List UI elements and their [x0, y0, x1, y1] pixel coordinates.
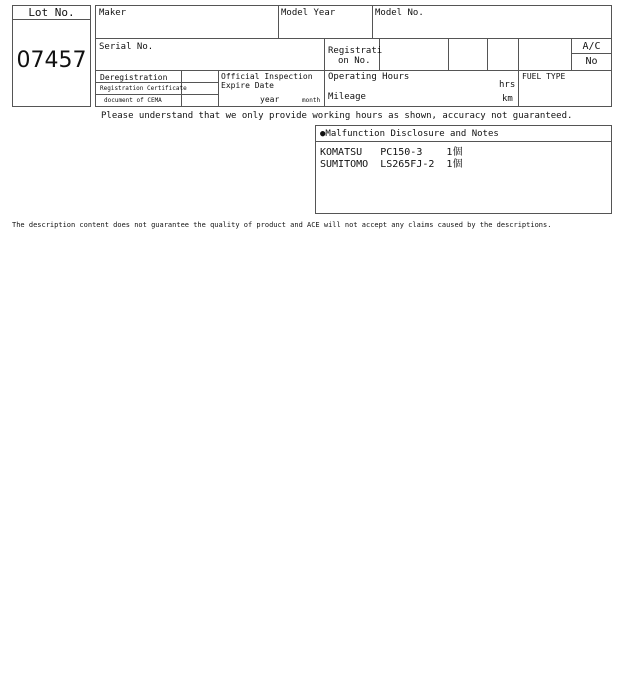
malfunction-line-1: KOMATSU PC150-3 1個 [320, 147, 463, 158]
deregistration-label: Deregistration [100, 73, 168, 82]
row-line-1 [95, 38, 612, 39]
disclaimer-text: The description content does not guarantee the quality of product and ACE will not accept any claims caused by the descriptions. [12, 221, 552, 229]
ac-label: A/C [582, 41, 601, 52]
malfunction-divider [315, 141, 612, 142]
maker-label: Maker [99, 8, 127, 18]
col-line-dereg-b [218, 70, 219, 107]
lot-divider [12, 19, 91, 20]
col-line-fuel [518, 38, 519, 107]
malfunction-line-2: SUMITOMO LS265FJ-2 1個 [320, 159, 463, 170]
model-year-label: Model Year [281, 8, 336, 18]
hrs-unit: hrs [499, 80, 516, 90]
col-line-reg-c [487, 38, 488, 70]
lot-label: Lot No. [28, 6, 75, 19]
document-of-cema-label: document of CEMA [104, 97, 162, 104]
col-line-model-no [372, 5, 373, 38]
fuel-type-label: FUEL TYPE [522, 72, 566, 81]
serial-no-label: Serial No. [99, 42, 154, 52]
dereg-row-line-2 [95, 94, 218, 95]
official-inspection-label-2: Expire Date [221, 81, 274, 90]
registration-no-label-2: on No. [338, 56, 371, 66]
registration-no-label-1: Registrati [328, 46, 383, 56]
ac-divider [571, 53, 612, 54]
row-line-2 [95, 70, 612, 71]
mileage-label: Mileage [328, 92, 366, 102]
operating-hours-label: Operating Hours [328, 72, 410, 82]
col-line-reg-b [448, 38, 449, 70]
lot-number: 07457 [16, 48, 87, 73]
official-inspection-label-1: Official Inspection [221, 72, 313, 81]
malfunction-title: ●Malfunction Disclosure and Notes [320, 129, 499, 139]
km-unit: km [502, 94, 513, 104]
working-hours-note: Please understand that we only provide working hours as shown, accuracy not guaranteed. [101, 111, 573, 121]
ac-value: No [585, 56, 598, 67]
year-label: year [260, 95, 280, 104]
month-label: month [302, 97, 321, 104]
registration-certificate-label: Registration Certificate [100, 85, 187, 92]
model-no-label: Model No. [375, 8, 424, 18]
col-line-registration [324, 38, 325, 107]
col-line-model-year [278, 5, 279, 38]
